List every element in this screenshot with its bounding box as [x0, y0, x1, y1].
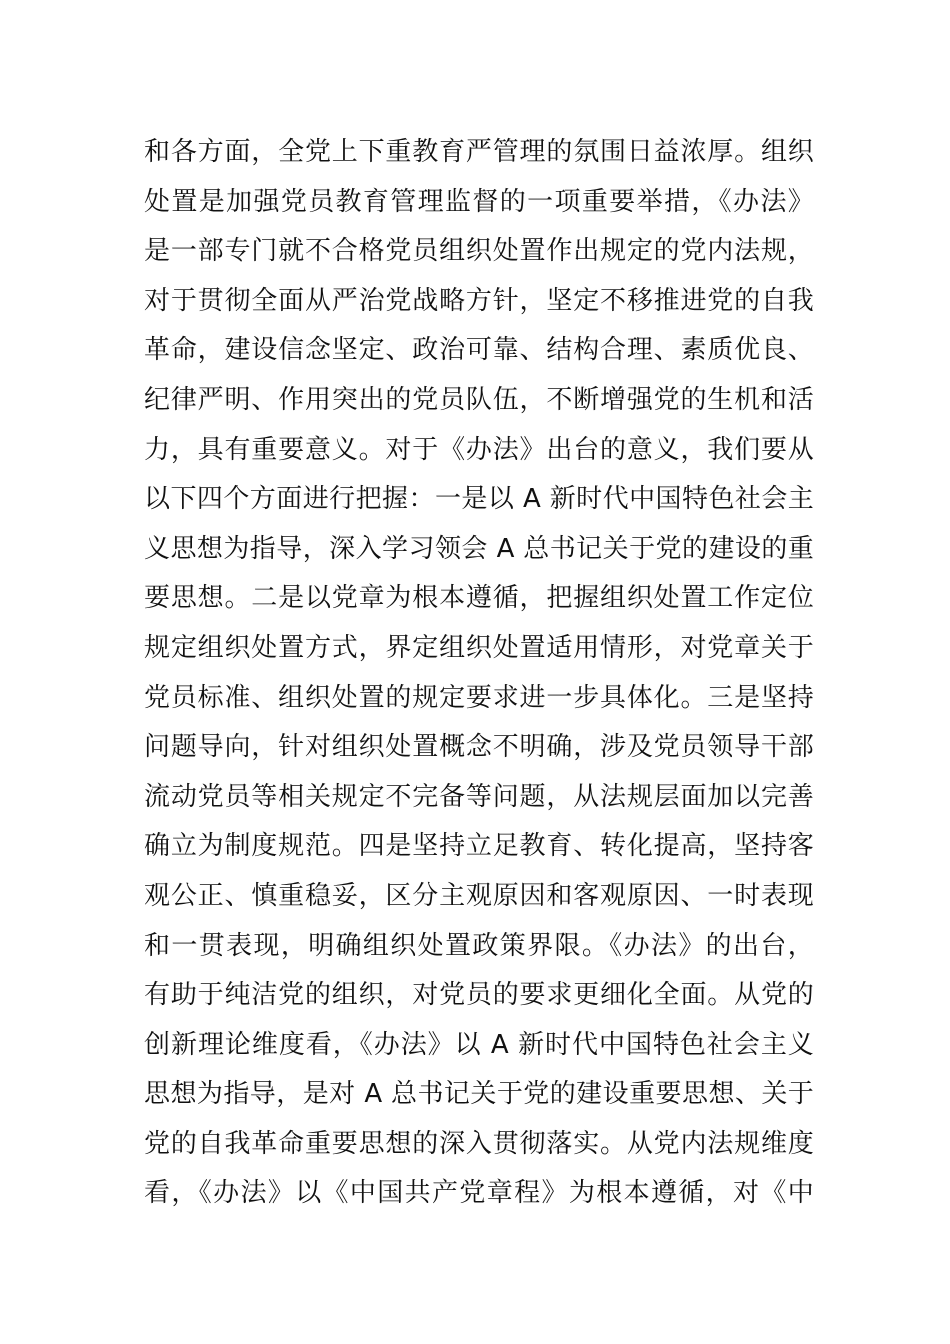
text-line: 纪律严明、作用突出的党员队伍，不断增强党的生机和活: [144, 384, 814, 415]
text-line: 党员标准、组织处置的规定要求进一步具体化。三是坚持: [144, 682, 814, 713]
text-line: 和各方面，全党上下重教育严管理的氛围日益浓厚。组织: [144, 137, 814, 167]
text-line: 党的自我革命重要思想的深入贯彻落实。从党内法规维度: [144, 1128, 814, 1159]
text-line: 处置是加强党员教育管理监督的一项重要举措，《办法》: [144, 186, 814, 217]
text-line: 有助于纯洁党的组织，对党员的要求更细化全面。从党的: [144, 980, 814, 1011]
text-line: 要思想。二是以党章为根本遵循，把握组织处置工作定位: [144, 583, 814, 614]
text-line: 和一贯表现，明确组织处置政策界限。《办法》的出台，: [144, 930, 814, 961]
text-line: 是一部专门就不合格党员组织处置作出规定的党内法规，: [144, 236, 814, 267]
text-line: 对于贯彻全面从严治党战略方针，坚定不移推进党的自我: [144, 285, 814, 316]
text-line: 义思想为指导，深入学习领会 A 总书记关于党的建设的重: [144, 533, 814, 564]
text-line: 问题导向，针对组织处置概念不明确，涉及党员领导干部: [144, 732, 814, 763]
text-line: 思想为指导，是对 A 总书记关于党的建设重要思想、关于: [144, 1079, 814, 1110]
body-text: [144, 128, 814, 1219]
text-line: 看，《办法》以《中国共产党章程》为根本遵循，对《中: [144, 1178, 814, 1209]
text-line: 确立为制度规范。四是坚持立足教育、转化提高，坚持客: [144, 831, 814, 862]
text-line: 革命，建设信念坚定、政治可靠、结构合理、素质优良、: [144, 335, 814, 366]
text-line: 力，具有重要意义。对于《办法》出台的意义，我们要从: [144, 434, 814, 465]
text-line: 流动党员等相关规定不完备等问题，从法规层面加以完善: [144, 781, 814, 812]
text-line: 观公正、慎重稳妥，区分主观原因和客观原因、一时表现: [144, 880, 814, 911]
text-line: 以下四个方面进行把握：一是以 A 新时代中国特色社会主: [144, 484, 814, 515]
text-line: 规定组织处置方式，界定组织处置适用情形，对党章关于: [144, 632, 814, 663]
text-line: 创新理论维度看，《办法》以 A 新时代中国特色社会主义: [144, 1029, 814, 1060]
